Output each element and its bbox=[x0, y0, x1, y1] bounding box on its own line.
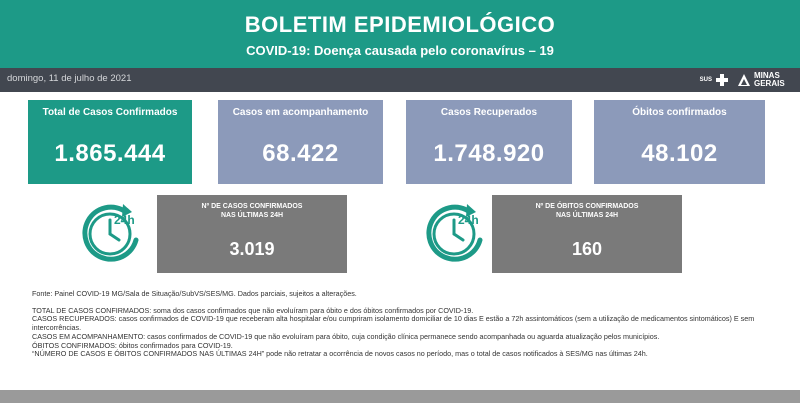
date-bar bbox=[0, 68, 800, 92]
card-value: 68.422 bbox=[262, 140, 339, 167]
note-total-cases: TOTAL DE CASOS CONFIRMADOS: soma dos casos confirmados que não evoluíram para óbito e dos óbitos confirmados por COVID-19. bbox=[32, 305, 474, 315]
card-value: 1.865.444 bbox=[54, 140, 166, 167]
card-deaths bbox=[594, 100, 765, 184]
note-deaths: ÓBITOS CONFIRMADOS: óbitos confirmados para COVID-19. bbox=[32, 340, 233, 350]
bulletin-title: BOLETIM EPIDEMIOLÓGICO bbox=[244, 12, 556, 37]
card-recovered bbox=[406, 100, 572, 184]
source-note: Fonte: Painel COVID-19 MG/Sala de Situação/SubVS/SES/MG. Dados parciais, sujeitos a alterações. bbox=[32, 289, 357, 298]
box-value: 160 bbox=[571, 239, 603, 259]
header-banner bbox=[0, 0, 800, 68]
card-label: Total de Casos Confirmados bbox=[42, 107, 178, 118]
sus-logo-text: SUS bbox=[699, 77, 712, 83]
footer-bar bbox=[0, 390, 800, 403]
box-label-line1: Nº DE ÓBITOS CONFIRMADOS bbox=[535, 203, 639, 210]
card-value: 48.102 bbox=[641, 140, 718, 167]
minas-gerais-logo-text: MINAS GERAIS bbox=[754, 71, 785, 88]
clock-24h-icon bbox=[80, 200, 144, 264]
minas-gerais-logo-icon bbox=[737, 73, 751, 87]
card-value: 1.748.920 bbox=[433, 140, 545, 167]
clock-label: 24h bbox=[458, 213, 479, 227]
card-cases-monitoring bbox=[218, 100, 383, 184]
footnotes bbox=[32, 290, 792, 359]
logo-group bbox=[700, 70, 788, 90]
note-last-24h: “NÚMERO DE CASOS E ÓBITOS CONFIRMADOS NAS ÚLTIMAS 24H” pode não retratar a ocorrência de novos casos no período, mas o total de casos notificados à SES/MG nas últimas 24h. bbox=[32, 349, 648, 359]
card-label: Óbitos confirmados bbox=[632, 107, 727, 118]
note-monitoring: CASOS EM ACOMPANHAMENTO: casos confirmados de COVID-19 que não evoluíram para óbito, cuja condição clínica permanece sendo acompanhada ou aguarda atualização pelos municípios. bbox=[32, 331, 660, 341]
clock-24h-icon bbox=[424, 200, 488, 264]
box-label-line2: NAS ÚLTIMAS 24H bbox=[220, 212, 284, 219]
clock-label: 24h bbox=[114, 213, 135, 227]
note-recovered: CASOS RECUPERADOS: casos confirmados de COVID-19 que receberam alta hospitalar e/ou cumpriram isolamento domiciliar de 10 dias E estão a 72h assintomáticos (sem a utilização de medicamentos sintomáticos) E sem intercorrências. bbox=[32, 314, 755, 333]
bulletin-subtitle: COVID-19: Doença causada pelo coronavírus – 19 bbox=[246, 43, 554, 58]
box-label-line1: Nº DE CASOS CONFIRMADOS bbox=[201, 203, 303, 210]
box-value: 3.019 bbox=[229, 239, 275, 259]
card-label: Casos Recuperados bbox=[440, 107, 538, 118]
box-cases-last-24h bbox=[157, 195, 347, 273]
card-total-cases bbox=[28, 100, 192, 184]
bulletin-date: domingo, 11 de julho de 2021 bbox=[7, 73, 132, 84]
box-deaths-last-24h bbox=[492, 195, 682, 273]
box-label-line2: NAS ÚLTIMAS 24H bbox=[555, 212, 619, 219]
card-label: Casos em acompanhamento bbox=[232, 107, 369, 118]
sus-cross-icon bbox=[715, 73, 729, 87]
